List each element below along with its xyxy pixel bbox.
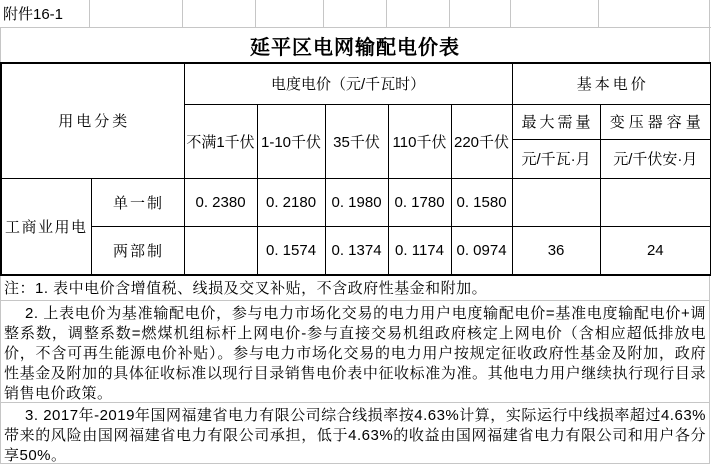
- header-voltage-1-10kv: 1-10千伏: [257, 104, 325, 178]
- page-title: 延平区电网输配电价表: [0, 28, 710, 62]
- price-cell: 0. 1374: [325, 226, 388, 275]
- note-3: 3. 2017年-2019年国网福建省电力有限公司综合线损率按4.63%计算，实际运行中线损率超过4.63%带来的风险由国网福建省电力有限公司承担，低于4.63%的收益由国网福建省电力有限公司和用户各分享50%。: [1, 402, 709, 463]
- price-cell: 0. 1574: [257, 226, 325, 275]
- empty-grid-cell: [324, 0, 387, 27]
- price-cell: 0. 1580: [451, 178, 512, 226]
- header-usage-class: 用电分类: [1, 63, 184, 178]
- unit-max-demand: 元/千瓦·月: [512, 139, 600, 178]
- header-transformer-capacity: 变压器容量: [600, 104, 711, 139]
- price-cell: 0. 0974: [451, 226, 512, 275]
- header-voltage-110kv: 110千伏: [388, 104, 451, 178]
- note-1: 注：1. 表中电价含增值税、线损及交叉补贴，不含政府性基金和附加。: [4, 280, 488, 297]
- price-cell: 0. 2380: [184, 178, 257, 226]
- empty-grid-cell: [183, 0, 256, 27]
- empty-grid-cell: [450, 0, 511, 27]
- header-voltage-35kv: 35千伏: [325, 104, 388, 178]
- price-table: [0, 62, 711, 276]
- header-energy-price: 电度电价（元/千瓦时）: [184, 63, 512, 104]
- note-2: 2. 上表电价为基准输配电价，参与电力市场化交易的电力用户电度输配电价=基准电度输配电价+调整系数，调整系数=燃煤机组标杆上网电价-参与直接交易机组政府核定上网电价（含相应超低排放电价，不含可再生能源电价补贴）。参与电力市场化交易的电力用户按规定征收政府性基金及附加，政府性基金及附加的具体征收标准以现行目录销售电价表中征收标准为准。其他电力用户继续执行现行目录销售电价政策。: [1, 300, 709, 402]
- attachment-label: 附件16-1: [0, 0, 90, 27]
- row-category-industrial-commercial: 工商业用电: [1, 178, 91, 275]
- empty-grid-cell: [511, 0, 599, 27]
- spreadsheet-grid-row: [0, 0, 711, 28]
- empty-grid-cell: [256, 0, 324, 27]
- transformer-capacity-value: [600, 178, 711, 226]
- transformer-capacity-value: 24: [600, 226, 711, 275]
- row-system-two-part: 两部制: [91, 226, 184, 275]
- unit-transformer-capacity: 元/千伏安·月: [600, 139, 711, 178]
- price-cell: 0. 2180: [257, 178, 325, 226]
- header-voltage-220kv: 220千伏: [451, 104, 512, 178]
- max-demand-value: [512, 178, 600, 226]
- empty-grid-cell: [387, 0, 450, 27]
- max-demand-value: 36: [512, 226, 600, 275]
- price-cell: 0. 1980: [325, 178, 388, 226]
- empty-grid-cell: [599, 0, 710, 27]
- row-system-single: 单一制: [91, 178, 184, 226]
- header-max-demand: 最大需量: [512, 104, 600, 139]
- notes-section: [0, 276, 710, 464]
- price-cell: [184, 226, 257, 275]
- price-cell: 0. 1780: [388, 178, 451, 226]
- header-basic-price: 基本电价: [512, 63, 711, 104]
- price-cell: 0. 1174: [388, 226, 451, 275]
- empty-grid-cell: [90, 0, 183, 27]
- header-voltage-below-1kv: 不满1千伏: [184, 104, 257, 178]
